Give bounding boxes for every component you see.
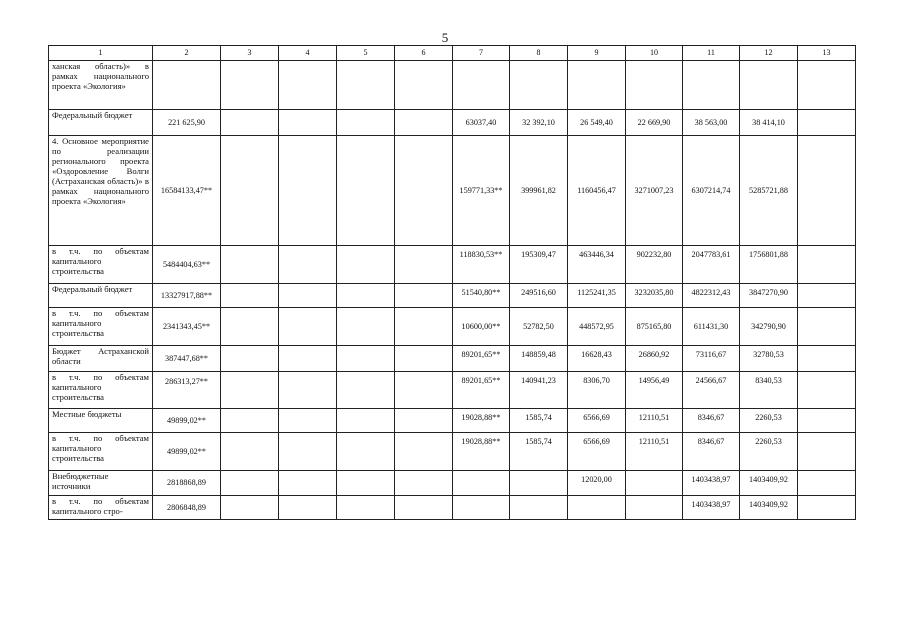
table-cell: 26860,92 — [626, 346, 683, 372]
row-label: в т.ч. по объектам капитального стро- — [49, 496, 153, 520]
table-cell — [221, 471, 279, 496]
table-cell — [395, 471, 453, 496]
table-cell — [337, 496, 395, 520]
table-cell: 1403409,92 — [740, 471, 798, 496]
table-cell — [279, 284, 337, 308]
table-cell: 49899,02** — [153, 433, 221, 471]
table-cell — [626, 61, 683, 110]
table-cell: 463446,34 — [568, 246, 626, 284]
table-row — [49, 284, 856, 308]
table-cell — [626, 496, 683, 520]
row-label: в т.ч. по объектам капитального строительства — [49, 372, 153, 409]
table-cell — [798, 61, 856, 110]
table-cell — [221, 496, 279, 520]
table-cell — [798, 433, 856, 471]
table-cell: 387447,68** — [153, 346, 221, 372]
table-cell: 8306,70 — [568, 372, 626, 409]
table-row — [49, 110, 856, 136]
table-cell: 5484404,63** — [153, 246, 221, 284]
table-cell: 1160456,47 — [568, 136, 626, 246]
table-cell: 13327917,88** — [153, 284, 221, 308]
row-label: Местные бюджеты — [49, 409, 153, 433]
table-cell — [568, 61, 626, 110]
table-cell: 902232,80 — [626, 246, 683, 284]
table-cell: 1125241,35 — [568, 284, 626, 308]
table-cell: 2806848,89 — [153, 496, 221, 520]
row-label: в т.ч. по объектам капитального строительства — [49, 308, 153, 346]
table-cell: 3271007,23 — [626, 136, 683, 246]
table-cell — [798, 346, 856, 372]
table-cell — [395, 246, 453, 284]
table-cell — [453, 61, 510, 110]
table-cell: 51540,80** — [453, 284, 510, 308]
row-label: Федеральный бюджет — [49, 110, 153, 136]
table-cell — [221, 110, 279, 136]
table-cell — [798, 308, 856, 346]
table-cell — [337, 136, 395, 246]
table-cell: 8346,67 — [683, 409, 740, 433]
table-cell: 5285721,88 — [740, 136, 798, 246]
row-label: Федеральный бюджет — [49, 284, 153, 308]
budget-table — [48, 45, 856, 520]
table-cell: 611431,30 — [683, 308, 740, 346]
table-cell — [221, 372, 279, 409]
table-cell: 38 563,00 — [683, 110, 740, 136]
table-cell: 49899,02** — [153, 409, 221, 433]
table-cell — [337, 246, 395, 284]
table-cell — [221, 308, 279, 346]
table-row — [49, 346, 856, 372]
table-cell: 1403409,92 — [740, 496, 798, 520]
table-row — [49, 372, 856, 409]
table-cell: 16628,43 — [568, 346, 626, 372]
table-cell — [279, 409, 337, 433]
column-header: 4 — [279, 46, 337, 61]
table-cell — [798, 471, 856, 496]
table-cell: 16584133,47** — [153, 136, 221, 246]
table-cell — [798, 246, 856, 284]
table-cell — [395, 61, 453, 110]
table-cell: 1403438,97 — [683, 496, 740, 520]
table-cell: 12020,00 — [568, 471, 626, 496]
table-row — [49, 136, 856, 246]
table-row — [49, 409, 856, 433]
table-cell: 159771,33** — [453, 136, 510, 246]
table-cell: 6307214,74 — [683, 136, 740, 246]
table-cell: 448572,95 — [568, 308, 626, 346]
table-cell — [798, 110, 856, 136]
row-label: в т.ч. по объектам капитального строительства — [49, 246, 153, 284]
table-cell — [221, 246, 279, 284]
table-cell — [395, 284, 453, 308]
table-cell: 4822312,43 — [683, 284, 740, 308]
table-cell — [221, 433, 279, 471]
table-cell: 399961,82 — [510, 136, 568, 246]
table-cell: 249516,60 — [510, 284, 568, 308]
table-row — [49, 433, 856, 471]
table-cell — [740, 61, 798, 110]
table-cell — [221, 136, 279, 246]
table-cell — [337, 409, 395, 433]
table-cell — [395, 409, 453, 433]
table-cell — [395, 496, 453, 520]
table-cell: 2260,53 — [740, 433, 798, 471]
table-cell — [279, 61, 337, 110]
column-header: 11 — [683, 46, 740, 61]
table-cell — [395, 110, 453, 136]
table-cell — [395, 346, 453, 372]
table-cell — [395, 308, 453, 346]
table-cell — [221, 346, 279, 372]
table-cell: 875165,80 — [626, 308, 683, 346]
table-cell — [568, 496, 626, 520]
column-header: 3 — [221, 46, 279, 61]
table-cell: 8340,53 — [740, 372, 798, 409]
table-cell — [279, 308, 337, 346]
table-row — [49, 471, 856, 496]
table-cell — [798, 496, 856, 520]
column-header: 2 — [153, 46, 221, 61]
table-cell: 12110,51 — [626, 433, 683, 471]
column-header: 5 — [337, 46, 395, 61]
table-cell: 1756801,88 — [740, 246, 798, 284]
table-cell — [510, 471, 568, 496]
table-cell — [453, 496, 510, 520]
table-cell — [279, 136, 337, 246]
table-cell: 14956,49 — [626, 372, 683, 409]
table-cell: 19028,88** — [453, 409, 510, 433]
table-cell — [798, 372, 856, 409]
table-cell — [279, 110, 337, 136]
table-cell: 221 625,90 — [153, 110, 221, 136]
column-header: 7 — [453, 46, 510, 61]
table-row — [49, 308, 856, 346]
table-row — [49, 246, 856, 284]
column-header: 12 — [740, 46, 798, 61]
table-cell: 3232035,80 — [626, 284, 683, 308]
table-cell: 148859,48 — [510, 346, 568, 372]
table-cell — [221, 284, 279, 308]
table-cell: 38 414,10 — [740, 110, 798, 136]
table-cell — [395, 136, 453, 246]
table-cell: 24566,67 — [683, 372, 740, 409]
table-cell: 89201,65** — [453, 346, 510, 372]
column-header: 1 — [49, 46, 153, 61]
table-cell — [337, 284, 395, 308]
column-header: 6 — [395, 46, 453, 61]
row-label: 4. Основное мероприятие по реализации регионального проекта «Оздоровление Волги (Астраханская область)» в рамках национального проекта «Экология» — [49, 136, 153, 246]
table-cell — [279, 433, 337, 471]
table-cell — [337, 308, 395, 346]
table-cell: 6566,69 — [568, 409, 626, 433]
row-label: в т.ч. по объектам капитального строительства — [49, 433, 153, 471]
table-cell — [626, 471, 683, 496]
table-cell: 12110,51 — [626, 409, 683, 433]
table-cell: 32 392,10 — [510, 110, 568, 136]
table-cell — [798, 136, 856, 246]
table-cell: 342790,90 — [740, 308, 798, 346]
row-label: Бюджет Астраханской области — [49, 346, 153, 372]
table-cell — [798, 284, 856, 308]
page-number: 5 — [441, 30, 449, 45]
table-cell: 8346,67 — [683, 433, 740, 471]
table-cell — [279, 471, 337, 496]
table-cell — [221, 409, 279, 433]
table-cell: 1585,74 — [510, 433, 568, 471]
table-cell — [337, 61, 395, 110]
column-header: 10 — [626, 46, 683, 61]
table-cell — [279, 372, 337, 409]
column-header: 13 — [798, 46, 856, 61]
table-cell: 89201,65** — [453, 372, 510, 409]
table-cell — [337, 110, 395, 136]
table-cell: 2818868,89 — [153, 471, 221, 496]
table-cell — [798, 409, 856, 433]
table-cell: 2047783,61 — [683, 246, 740, 284]
table-cell: 118830,53** — [453, 246, 510, 284]
table-cell — [337, 433, 395, 471]
table-cell: 73116,67 — [683, 346, 740, 372]
column-header: 8 — [510, 46, 568, 61]
table-cell: 52782,50 — [510, 308, 568, 346]
row-label: Внебюджетные источники — [49, 471, 153, 496]
table-cell — [153, 61, 221, 110]
table-cell: 286313,27** — [153, 372, 221, 409]
table-cell: 6566,69 — [568, 433, 626, 471]
row-label: ханская область)» в рамках национального проекта «Экология» — [49, 61, 153, 110]
table-cell: 140941,23 — [510, 372, 568, 409]
table-cell: 195309,47 — [510, 246, 568, 284]
table-cell: 2341343,45** — [153, 308, 221, 346]
table-cell — [337, 471, 395, 496]
table-cell: 1585,74 — [510, 409, 568, 433]
table-cell: 2260,53 — [740, 409, 798, 433]
table-row — [49, 496, 856, 520]
table-cell — [510, 496, 568, 520]
table-cell: 32780,53 — [740, 346, 798, 372]
table-cell — [453, 471, 510, 496]
table-cell — [221, 61, 279, 110]
column-header: 9 — [568, 46, 626, 61]
table-cell — [510, 61, 568, 110]
table-cell: 10600,00** — [453, 308, 510, 346]
table-row — [49, 61, 856, 110]
header-row — [49, 46, 856, 61]
table-cell: 3847270,90 — [740, 284, 798, 308]
table-cell — [279, 496, 337, 520]
table-cell: 1403438,97 — [683, 471, 740, 496]
table-cell — [337, 346, 395, 372]
table-cell — [279, 246, 337, 284]
table-cell: 19028,88** — [453, 433, 510, 471]
table-cell: 63037,40 — [453, 110, 510, 136]
table-cell — [337, 372, 395, 409]
table-cell: 26 549,40 — [568, 110, 626, 136]
table-cell: 22 669,90 — [626, 110, 683, 136]
table-cell — [683, 61, 740, 110]
table-cell — [395, 372, 453, 409]
table-cell — [279, 346, 337, 372]
table-cell — [395, 433, 453, 471]
